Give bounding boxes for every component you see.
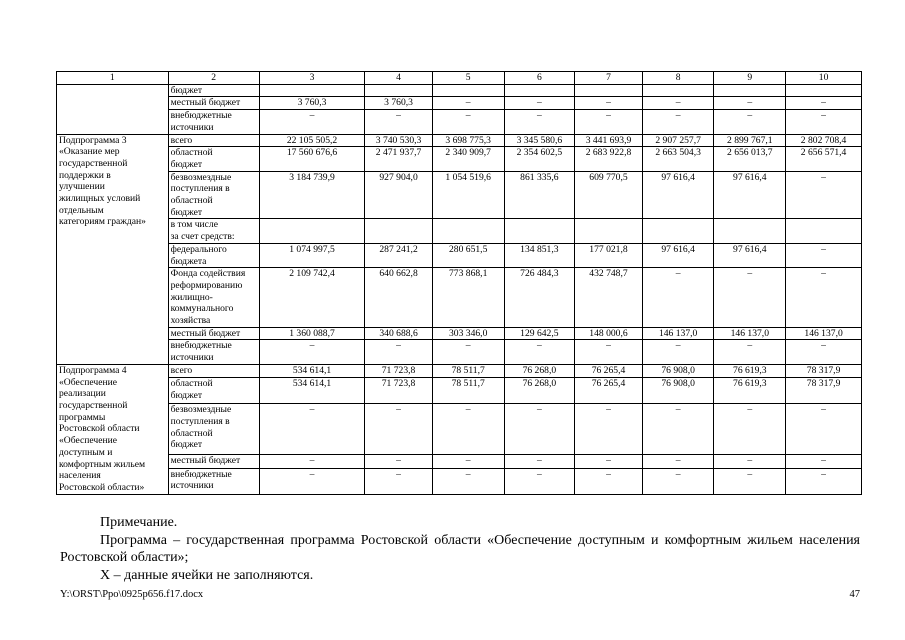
amount-cell	[575, 219, 643, 243]
amount-cell: –	[642, 468, 714, 494]
amount-cell: 1 074 997,5	[259, 243, 364, 267]
amount-cell: –	[575, 404, 643, 455]
amount-cell: –	[365, 110, 433, 134]
funding-source: федерального бюджета	[168, 243, 259, 267]
amount-cell: –	[504, 468, 575, 494]
amount-cell: –	[259, 110, 364, 134]
amount-cell: –	[642, 268, 714, 328]
amount-cell: –	[786, 110, 862, 134]
amount-cell: 2 354 602,5	[504, 147, 575, 171]
table-header-row	[57, 72, 862, 85]
amount-cell	[642, 84, 714, 97]
amount-cell: 861 335,6	[504, 171, 575, 219]
table-row	[57, 171, 862, 219]
funding-source: местный бюджет	[168, 97, 259, 110]
subprogram-title: Подпрограмма 4 «Обеспечение реализации государственной программы Ростовской области «Обеспечение доступным и комфортным жильем населения Ростовской области»	[57, 364, 169, 494]
amount-cell: 2 907 257,7	[642, 134, 714, 147]
amount-cell: –	[575, 97, 643, 110]
amount-cell: 2 802 708,4	[786, 134, 862, 147]
amount-cell: –	[786, 455, 862, 469]
amount-cell: 2 656 013,7	[714, 147, 786, 171]
amount-cell: –	[365, 455, 433, 469]
table-row	[57, 134, 862, 147]
amount-cell: –	[504, 340, 575, 364]
table-row	[57, 219, 862, 243]
amount-cell	[432, 84, 504, 97]
amount-cell: –	[432, 110, 504, 134]
amount-cell: 78 317,9	[786, 364, 862, 378]
amount-cell: –	[365, 340, 433, 364]
note-program-definition: Программа – государственная программа Ростовской области «Обеспечение доступным и комфортным жильем населения Ростовской области»;	[60, 532, 860, 565]
page-number: 47	[849, 589, 860, 600]
amount-cell: 3 760,3	[365, 97, 433, 110]
amount-cell	[714, 84, 786, 97]
table-row	[57, 455, 862, 469]
amount-cell: 97 616,4	[714, 171, 786, 219]
amount-cell: –	[259, 455, 364, 469]
page-footer	[60, 589, 860, 600]
amount-cell: –	[575, 455, 643, 469]
amount-cell: 78 511,7	[432, 378, 504, 404]
amount-cell	[786, 84, 862, 97]
amount-cell: 2 109 742,4	[259, 268, 364, 328]
table-row	[57, 147, 862, 171]
amount-cell: 3 345 580,6	[504, 134, 575, 147]
amount-cell: 76 268,0	[504, 378, 575, 404]
amount-cell: 640 662,8	[365, 268, 433, 328]
header-cell: 9	[714, 72, 786, 85]
table-row	[57, 327, 862, 340]
amount-cell: –	[432, 468, 504, 494]
amount-cell: –	[575, 340, 643, 364]
amount-cell: 148 000,6	[575, 327, 643, 340]
table-row	[57, 268, 862, 328]
funding-source: областной бюджет	[168, 378, 259, 404]
amount-cell	[365, 219, 433, 243]
amount-cell: –	[714, 268, 786, 328]
funding-source: внебюджетные источники	[168, 340, 259, 364]
funding-source: безвозмездные поступления в областной бюджет	[168, 171, 259, 219]
amount-cell: 2 656 571,4	[786, 147, 862, 171]
amount-cell: 78 511,7	[432, 364, 504, 378]
amount-cell: –	[642, 340, 714, 364]
amount-cell: –	[714, 404, 786, 455]
amount-cell: –	[575, 468, 643, 494]
amount-cell: 287 241,2	[365, 243, 433, 267]
budget-table	[56, 71, 862, 495]
amount-cell: 97 616,4	[642, 171, 714, 219]
amount-cell	[714, 219, 786, 243]
note-x-definition: Х – данные ячейки не заполняются.	[100, 567, 314, 583]
table-row	[57, 468, 862, 494]
amount-cell: 927 904,0	[365, 171, 433, 219]
amount-cell: 3 184 739,9	[259, 171, 364, 219]
amount-cell: 97 616,4	[714, 243, 786, 267]
amount-cell	[259, 219, 364, 243]
funding-source: Фонда содействия реформированию жилищно- коммунального хозяйства	[168, 268, 259, 328]
amount-cell: –	[786, 171, 862, 219]
amount-cell: 134 851,3	[504, 243, 575, 267]
amount-cell: 146 137,0	[786, 327, 862, 340]
amount-cell: –	[504, 404, 575, 455]
funding-source: местный бюджет	[168, 327, 259, 340]
file-path: Y:\ORST\Ppo\0925p656.f17.docx	[60, 589, 204, 600]
amount-cell: 76 908,0	[642, 364, 714, 378]
amount-cell: 534 614,1	[259, 378, 364, 404]
table-row	[57, 243, 862, 267]
amount-cell: 280 651,5	[432, 243, 504, 267]
amount-cell: –	[714, 97, 786, 110]
amount-cell: 2 471 937,7	[365, 147, 433, 171]
amount-cell: –	[786, 243, 862, 267]
funding-source: всего	[168, 134, 259, 147]
table-row	[57, 84, 862, 97]
amount-cell: 1 054 519,6	[432, 171, 504, 219]
subprogram-title: Подпрограмма 3 «Оказание мер государственной поддержки в улучшении жилищных условий отдельным категориям граждан»	[57, 134, 169, 364]
amount-cell	[575, 84, 643, 97]
amount-cell: 432 748,7	[575, 268, 643, 328]
table-row	[57, 404, 862, 455]
amount-cell: –	[365, 468, 433, 494]
amount-cell	[786, 219, 862, 243]
amount-cell: 2 663 504,3	[642, 147, 714, 171]
amount-cell: 76 265,4	[575, 378, 643, 404]
amount-cell: 78 317,9	[786, 378, 862, 404]
amount-cell	[365, 84, 433, 97]
funding-source: безвозмездные поступления в областной бюджет	[168, 404, 259, 455]
table-row	[57, 378, 862, 404]
amount-cell: –	[259, 404, 364, 455]
table-row	[57, 110, 862, 134]
amount-cell: –	[714, 110, 786, 134]
amount-cell: –	[786, 340, 862, 364]
amount-cell: –	[642, 404, 714, 455]
table-row	[57, 97, 862, 110]
header-cell: 1	[57, 72, 169, 85]
amount-cell: 17 560 676,6	[259, 147, 364, 171]
amount-cell: 146 137,0	[714, 327, 786, 340]
amount-cell: –	[786, 468, 862, 494]
amount-cell: 1 360 088,7	[259, 327, 364, 340]
amount-cell: –	[504, 455, 575, 469]
header-cell: 4	[365, 72, 433, 85]
amount-cell: –	[786, 268, 862, 328]
header-cell: 6	[504, 72, 575, 85]
amount-cell: 71 723,8	[365, 364, 433, 378]
funding-source: внебюджетные источники	[168, 468, 259, 494]
amount-cell: –	[642, 110, 714, 134]
amount-cell: 76 619,3	[714, 364, 786, 378]
amount-cell: –	[259, 468, 364, 494]
amount-cell: 773 868,1	[432, 268, 504, 328]
amount-cell: 3 760,3	[259, 97, 364, 110]
amount-cell: –	[786, 404, 862, 455]
header-cell: 8	[642, 72, 714, 85]
amount-cell: 129 642,5	[504, 327, 575, 340]
amount-cell: 177 021,8	[575, 243, 643, 267]
amount-cell: –	[432, 455, 504, 469]
header-cell: 3	[259, 72, 364, 85]
amount-cell: –	[642, 455, 714, 469]
amount-cell: –	[504, 97, 575, 110]
subprogram-title	[57, 84, 169, 134]
note-heading: Примечание.	[100, 515, 178, 530]
amount-cell: –	[714, 455, 786, 469]
amount-cell: 2 899 767,1	[714, 134, 786, 147]
amount-cell: 76 619,3	[714, 378, 786, 404]
funding-source: областной бюджет	[168, 147, 259, 171]
amount-cell: –	[714, 340, 786, 364]
amount-cell: 303 346,0	[432, 327, 504, 340]
amount-cell: 2 340 909,7	[432, 147, 504, 171]
amount-cell: –	[786, 97, 862, 110]
header-cell: 2	[168, 72, 259, 85]
funding-source: в том числе за счет средств:	[168, 219, 259, 243]
amount-cell: 2 683 922,8	[575, 147, 643, 171]
header-cell: 10	[786, 72, 862, 85]
amount-cell: –	[642, 97, 714, 110]
amount-cell: 76 265,4	[575, 364, 643, 378]
amount-cell: –	[432, 404, 504, 455]
amount-cell	[259, 84, 364, 97]
amount-cell: 3 698 775,3	[432, 134, 504, 147]
funding-source: местный бюджет	[168, 455, 259, 469]
amount-cell	[432, 219, 504, 243]
amount-cell: 726 484,3	[504, 268, 575, 328]
header-cell: 5	[432, 72, 504, 85]
amount-cell: 71 723,8	[365, 378, 433, 404]
amount-cell: –	[714, 468, 786, 494]
amount-cell: 609 770,5	[575, 171, 643, 219]
amount-cell: 76 908,0	[642, 378, 714, 404]
amount-cell: –	[432, 97, 504, 110]
amount-cell: 146 137,0	[642, 327, 714, 340]
amount-cell: –	[575, 110, 643, 134]
amount-cell: –	[365, 404, 433, 455]
table-row	[57, 340, 862, 364]
amount-cell: 3 740 530,3	[365, 134, 433, 147]
funding-source: всего	[168, 364, 259, 378]
amount-cell: –	[259, 340, 364, 364]
amount-cell	[504, 219, 575, 243]
amount-cell: 340 688,6	[365, 327, 433, 340]
note-block	[60, 514, 860, 584]
amount-cell: 534 614,1	[259, 364, 364, 378]
amount-cell	[504, 84, 575, 97]
funding-source: внебюджетные источники	[168, 110, 259, 134]
amount-cell: –	[432, 340, 504, 364]
amount-cell	[642, 219, 714, 243]
amount-cell: 97 616,4	[642, 243, 714, 267]
amount-cell: 76 268,0	[504, 364, 575, 378]
amount-cell: 22 105 505,2	[259, 134, 364, 147]
amount-cell: 3 441 693,9	[575, 134, 643, 147]
amount-cell: –	[504, 110, 575, 134]
header-cell: 7	[575, 72, 643, 85]
table-row	[57, 364, 862, 378]
funding-source: бюджет	[168, 84, 259, 97]
